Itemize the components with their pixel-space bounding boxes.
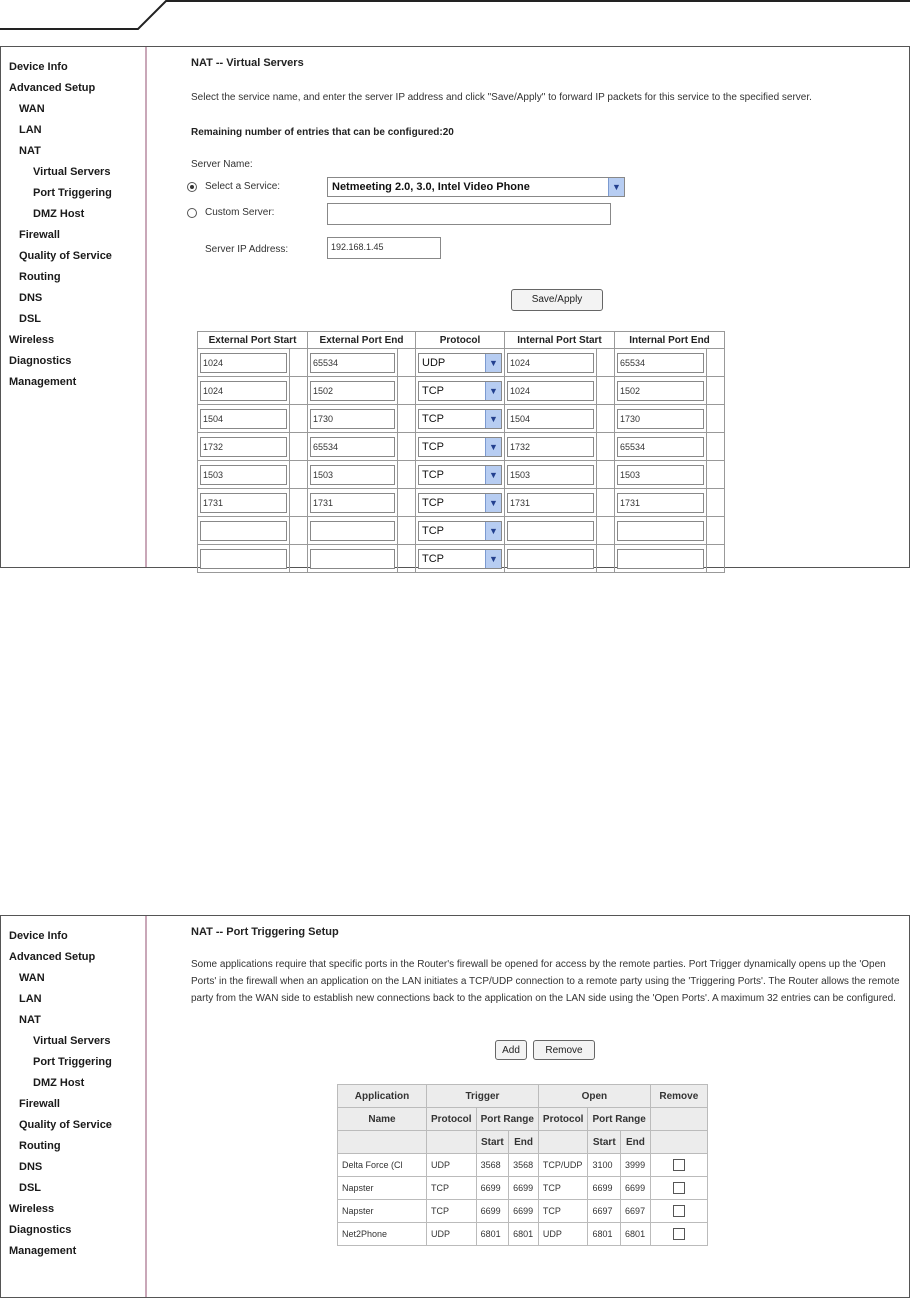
protocol-select[interactable] bbox=[418, 549, 502, 569]
port-cell bbox=[505, 489, 597, 517]
table-header-row bbox=[338, 1085, 708, 1108]
port-input[interactable]: 1503 bbox=[310, 465, 395, 485]
port-cell bbox=[198, 433, 290, 461]
protocol-value: TCP bbox=[422, 384, 444, 397]
chevron-down-icon[interactable]: ▼ bbox=[608, 178, 624, 196]
service-select[interactable] bbox=[327, 177, 625, 197]
protocol-select[interactable] bbox=[418, 381, 502, 401]
table-row bbox=[198, 405, 725, 433]
table-header-row bbox=[338, 1108, 708, 1131]
spacer-cell bbox=[290, 433, 308, 461]
page-title: NAT -- Port Triggering Setup bbox=[191, 926, 339, 938]
col-trigger-end: End bbox=[509, 1131, 539, 1154]
port-cell bbox=[505, 349, 597, 377]
port-input[interactable]: 1731 bbox=[507, 493, 594, 513]
table-row bbox=[338, 1223, 708, 1246]
protocol-cell bbox=[416, 433, 505, 461]
port-cell bbox=[615, 545, 707, 573]
server-ip-input[interactable]: 192.168.1.45 bbox=[327, 237, 441, 259]
sidebar-item-diagnostics[interactable]: Diagnostics bbox=[9, 1224, 72, 1236]
protocol-select[interactable] bbox=[418, 353, 502, 373]
port-cell bbox=[308, 433, 398, 461]
sidebar-item-advanced-setup[interactable]: Advanced Setup bbox=[9, 951, 96, 963]
custom-server-input[interactable] bbox=[327, 203, 611, 225]
spacer-cell bbox=[290, 517, 308, 545]
table-cell: 6697 bbox=[621, 1200, 651, 1223]
sidebar-item-device-info[interactable]: Device Info bbox=[9, 61, 68, 73]
port-cell bbox=[198, 461, 290, 489]
table-cell: TCP bbox=[427, 1200, 477, 1223]
port-input[interactable]: 1502 bbox=[617, 381, 704, 401]
protocol-value: UDP bbox=[422, 356, 446, 369]
table-row bbox=[198, 489, 725, 517]
port-input[interactable]: 1502 bbox=[310, 381, 395, 401]
sidebar-item-dmz-host[interactable]: DMZ Host bbox=[33, 1077, 85, 1089]
protocol-select[interactable] bbox=[418, 521, 502, 541]
port-input[interactable]: 1731 bbox=[310, 493, 395, 513]
sidebar-item-device-info[interactable]: Device Info bbox=[9, 930, 68, 942]
table-cell: Napster bbox=[338, 1177, 427, 1200]
port-input[interactable]: 65534 bbox=[310, 353, 395, 373]
chevron-down-icon[interactable]: ▼ bbox=[485, 550, 501, 568]
table-row bbox=[338, 1200, 708, 1223]
table-cell: 6699 bbox=[621, 1177, 651, 1200]
virtual-servers-table bbox=[197, 331, 725, 573]
port-input[interactable] bbox=[507, 549, 594, 569]
sidebar-item-quality-of-service[interactable]: Quality of Service bbox=[19, 250, 112, 262]
port-cell bbox=[505, 461, 597, 489]
table-cell: 6699 bbox=[509, 1177, 539, 1200]
sidebar-item-diagnostics[interactable]: Diagnostics bbox=[9, 355, 72, 367]
port-input[interactable]: 1503 bbox=[200, 465, 287, 485]
col-open-start: Start bbox=[588, 1131, 621, 1154]
spacer-cell bbox=[707, 517, 725, 545]
port-cell bbox=[505, 517, 597, 545]
table-cell: 3568 bbox=[509, 1154, 539, 1177]
table-cell: 6699 bbox=[476, 1200, 509, 1223]
sidebar-item-routing[interactable]: Routing bbox=[19, 271, 61, 283]
protocol-value: TCP bbox=[422, 412, 444, 425]
remove-checkbox[interactable] bbox=[673, 1228, 685, 1240]
table-cell: 6699 bbox=[588, 1177, 621, 1200]
col-application: Application bbox=[338, 1085, 427, 1108]
server-ip-label: Server IP Address: bbox=[205, 244, 289, 255]
port-input[interactable]: 65534 bbox=[617, 353, 704, 373]
spacer-cell bbox=[597, 377, 615, 405]
col-header: Protocol bbox=[416, 332, 505, 349]
table-cell: Delta Force (Cl bbox=[338, 1154, 427, 1177]
table-cell: 6699 bbox=[509, 1200, 539, 1223]
spacer-cell bbox=[707, 349, 725, 377]
spacer-cell bbox=[597, 461, 615, 489]
port-input[interactable]: 1024 bbox=[200, 381, 287, 401]
protocol-cell bbox=[416, 489, 505, 517]
port-input[interactable]: 1732 bbox=[200, 437, 287, 457]
col-header: Internal Port End bbox=[615, 332, 725, 349]
spacer-cell bbox=[597, 517, 615, 545]
spacer-cell bbox=[597, 545, 615, 573]
spacer-cell bbox=[597, 349, 615, 377]
sidebar-item-port-triggering[interactable]: Port Triggering bbox=[33, 187, 112, 199]
spacer-cell bbox=[707, 377, 725, 405]
port-cell bbox=[615, 433, 707, 461]
sidebar-item-management[interactable]: Management bbox=[9, 376, 77, 388]
port-triggering-screenshot bbox=[0, 915, 910, 1298]
spacer-cell bbox=[398, 433, 416, 461]
port-cell bbox=[308, 489, 398, 517]
sidebar-nav bbox=[1, 47, 147, 567]
table-cell: 3100 bbox=[588, 1154, 621, 1177]
spacer-cell bbox=[398, 461, 416, 489]
col-open-end: End bbox=[621, 1131, 651, 1154]
page-title: NAT -- Virtual Servers bbox=[191, 57, 304, 69]
col-name: Name bbox=[338, 1108, 427, 1131]
chevron-down-icon[interactable]: ▼ bbox=[485, 522, 501, 540]
port-cell bbox=[615, 405, 707, 433]
port-cell bbox=[505, 545, 597, 573]
table-cell: TCP bbox=[538, 1200, 588, 1223]
table-row bbox=[198, 545, 725, 573]
port-input[interactable] bbox=[617, 521, 704, 541]
col-empty bbox=[338, 1131, 427, 1154]
spacer-cell bbox=[398, 377, 416, 405]
port-input[interactable]: 1731 bbox=[200, 493, 287, 513]
sidebar-item-lan[interactable]: LAN bbox=[19, 124, 42, 136]
sidebar-item-wan[interactable]: WAN bbox=[19, 103, 45, 115]
protocol-value: TCP bbox=[422, 552, 444, 565]
sidebar-item-dns[interactable]: DNS bbox=[19, 1161, 43, 1173]
port-cell bbox=[308, 349, 398, 377]
col-trigger-port-range: Port Range bbox=[476, 1108, 538, 1131]
custom-server-radio[interactable] bbox=[187, 208, 197, 218]
port-input[interactable]: 1731 bbox=[617, 493, 704, 513]
port-cell bbox=[308, 545, 398, 573]
remove-cell bbox=[650, 1154, 707, 1177]
port-input[interactable]: 1024 bbox=[200, 353, 287, 373]
port-triggering-table bbox=[337, 1084, 708, 1246]
port-input[interactable]: 1732 bbox=[507, 437, 594, 457]
port-input[interactable]: 1504 bbox=[200, 409, 287, 429]
sidebar-item-firewall[interactable]: Firewall bbox=[19, 229, 60, 241]
spacer-cell bbox=[398, 545, 416, 573]
port-input[interactable] bbox=[200, 521, 287, 541]
col-empty bbox=[538, 1131, 588, 1154]
protocol-cell bbox=[416, 461, 505, 489]
sidebar-item-lan[interactable]: LAN bbox=[19, 993, 42, 1005]
table-cell: 6801 bbox=[588, 1223, 621, 1246]
save-apply-button[interactable]: Save/Apply bbox=[511, 289, 603, 311]
sidebar-item-wan[interactable]: WAN bbox=[19, 972, 45, 984]
port-input[interactable] bbox=[200, 549, 287, 569]
spacer-cell bbox=[597, 433, 615, 461]
spacer-cell bbox=[398, 489, 416, 517]
table-cell: 6697 bbox=[588, 1200, 621, 1223]
col-trigger-protocol: Protocol bbox=[427, 1108, 477, 1131]
port-input[interactable] bbox=[507, 521, 594, 541]
port-cell bbox=[198, 545, 290, 573]
spacer-cell bbox=[707, 433, 725, 461]
remove-checkbox[interactable] bbox=[673, 1205, 685, 1217]
table-cell: TCP bbox=[538, 1177, 588, 1200]
protocol-cell bbox=[416, 405, 505, 433]
col-open-protocol: Protocol bbox=[538, 1108, 588, 1131]
port-cell bbox=[505, 433, 597, 461]
spacer-cell bbox=[597, 405, 615, 433]
sidebar-item-nat[interactable]: NAT bbox=[19, 1014, 41, 1026]
port-cell bbox=[615, 377, 707, 405]
table-cell: UDP bbox=[427, 1154, 477, 1177]
chevron-down-icon[interactable]: ▼ bbox=[485, 438, 501, 456]
protocol-select[interactable] bbox=[418, 465, 502, 485]
spacer-cell bbox=[398, 349, 416, 377]
port-cell bbox=[615, 489, 707, 517]
sidebar-item-port-triggering[interactable]: Port Triggering bbox=[33, 1056, 112, 1068]
table-cell: 6801 bbox=[509, 1223, 539, 1246]
port-input[interactable]: 1730 bbox=[617, 409, 704, 429]
col-header: External Port Start bbox=[198, 332, 308, 349]
sidebar-item-firewall[interactable]: Firewall bbox=[19, 1098, 60, 1110]
table-cell: 6801 bbox=[476, 1223, 509, 1246]
spacer-cell bbox=[398, 405, 416, 433]
port-input[interactable]: 1024 bbox=[507, 353, 594, 373]
spacer-cell bbox=[597, 489, 615, 517]
select-service-radio[interactable] bbox=[187, 182, 197, 192]
spacer-cell bbox=[707, 545, 725, 573]
table-cell: 3999 bbox=[621, 1154, 651, 1177]
port-input[interactable]: 65534 bbox=[310, 437, 395, 457]
page-description: Select the service name, and enter the server IP address and click "Save/Apply" to forward IP packets for this service to the specified server. bbox=[191, 92, 812, 103]
protocol-cell bbox=[416, 517, 505, 545]
protocol-select[interactable] bbox=[418, 409, 502, 429]
port-cell bbox=[308, 377, 398, 405]
port-input[interactable]: 1503 bbox=[617, 465, 704, 485]
table-cell: UDP bbox=[427, 1223, 477, 1246]
page-header-rule bbox=[0, 0, 910, 40]
sidebar-item-quality-of-service[interactable]: Quality of Service bbox=[19, 1119, 112, 1131]
add-button[interactable]: Add bbox=[495, 1040, 527, 1060]
col-header: External Port End bbox=[308, 332, 416, 349]
protocol-select[interactable] bbox=[418, 437, 502, 457]
service-select-value: Netmeeting 2.0, 3.0, Intel Video Phone bbox=[332, 181, 530, 193]
port-cell bbox=[505, 405, 597, 433]
chevron-down-icon[interactable]: ▼ bbox=[485, 466, 501, 484]
sidebar-item-advanced-setup[interactable]: Advanced Setup bbox=[9, 82, 96, 94]
col-open-port-range: Port Range bbox=[588, 1108, 650, 1131]
select-service-label: Select a Service: bbox=[205, 181, 281, 192]
port-cell bbox=[615, 461, 707, 489]
sidebar-item-wireless[interactable]: Wireless bbox=[9, 1203, 55, 1215]
spacer-cell bbox=[290, 405, 308, 433]
sidebar-nav bbox=[1, 916, 147, 1297]
col-empty bbox=[427, 1131, 477, 1154]
remove-button[interactable]: Remove bbox=[533, 1040, 595, 1060]
protocol-value: TCP bbox=[422, 440, 444, 453]
col-trigger: Trigger bbox=[427, 1085, 539, 1108]
virtual-servers-screenshot bbox=[0, 46, 910, 568]
table-row bbox=[198, 377, 725, 405]
server-name-label: Server Name: bbox=[191, 159, 253, 170]
port-cell bbox=[198, 489, 290, 517]
sidebar-item-virtual-servers[interactable]: Virtual Servers bbox=[33, 1035, 111, 1047]
table-cell: 6801 bbox=[621, 1223, 651, 1246]
table-cell: Napster bbox=[338, 1200, 427, 1223]
port-input[interactable] bbox=[310, 521, 395, 541]
table-header-row bbox=[338, 1131, 708, 1154]
port-cell bbox=[198, 517, 290, 545]
spacer-cell bbox=[707, 489, 725, 517]
port-cell bbox=[198, 405, 290, 433]
port-input[interactable]: 1504 bbox=[507, 409, 594, 429]
port-cell bbox=[308, 461, 398, 489]
table-row bbox=[198, 517, 725, 545]
port-input[interactable] bbox=[617, 549, 704, 569]
table-row bbox=[198, 433, 725, 461]
sidebar-item-dns[interactable]: DNS bbox=[19, 292, 43, 304]
remove-cell bbox=[650, 1200, 707, 1223]
table-cell: TCP/UDP bbox=[538, 1154, 588, 1177]
sidebar-item-dmz-host[interactable]: DMZ Host bbox=[33, 208, 85, 220]
port-input[interactable]: 1503 bbox=[507, 465, 594, 485]
col-trigger-start: Start bbox=[476, 1131, 509, 1154]
spacer-cell bbox=[707, 461, 725, 489]
protocol-cell bbox=[416, 349, 505, 377]
protocol-cell bbox=[416, 545, 505, 573]
page-description: Some applications require that specific ports in the Router's firewall be opened for access by the remote parties. Port Trigger dynamically opens up the 'Open Ports' in the firewall when an application on the LAN initiates a TCP/UDP connection to a remote party using the 'Triggering Ports'. The Router allows the remote party from the WAN side to establish new connections back to the application on the LAN side using the 'Open Ports'. A maximum 32 entries can be configured. bbox=[191, 959, 900, 1004]
spacer-cell bbox=[290, 489, 308, 517]
table-cell: 3568 bbox=[476, 1154, 509, 1177]
port-cell bbox=[615, 349, 707, 377]
table-cell: 6699 bbox=[476, 1177, 509, 1200]
port-cell bbox=[308, 517, 398, 545]
port-cell bbox=[308, 405, 398, 433]
port-input[interactable]: 65534 bbox=[617, 437, 704, 457]
chevron-down-icon[interactable]: ▼ bbox=[485, 354, 501, 372]
table-row bbox=[338, 1154, 708, 1177]
spacer-cell bbox=[398, 517, 416, 545]
protocol-value: TCP bbox=[422, 524, 444, 537]
sidebar-item-dsl[interactable]: DSL bbox=[19, 313, 41, 325]
protocol-cell bbox=[416, 377, 505, 405]
custom-server-label: Custom Server: bbox=[205, 207, 275, 218]
sidebar-item-wireless[interactable]: Wireless bbox=[9, 334, 55, 346]
col-empty bbox=[650, 1131, 707, 1154]
remove-cell bbox=[650, 1177, 707, 1200]
virtual-servers-content bbox=[149, 47, 909, 567]
spacer-cell bbox=[290, 461, 308, 489]
port-cell bbox=[505, 377, 597, 405]
remove-checkbox[interactable] bbox=[673, 1159, 685, 1171]
remaining-entries-text: Remaining number of entries that can be configured:20 bbox=[191, 127, 454, 138]
port-cell bbox=[615, 517, 707, 545]
sidebar-item-nat[interactable]: NAT bbox=[19, 145, 41, 157]
port-input[interactable]: 1024 bbox=[507, 381, 594, 401]
remove-checkbox[interactable] bbox=[673, 1182, 685, 1194]
table-row bbox=[198, 461, 725, 489]
table-cell: TCP bbox=[427, 1177, 477, 1200]
spacer-cell bbox=[707, 405, 725, 433]
col-header: Internal Port Start bbox=[505, 332, 615, 349]
spacer-cell bbox=[290, 349, 308, 377]
sidebar-item-dsl[interactable]: DSL bbox=[19, 1182, 41, 1194]
port-input[interactable]: 1730 bbox=[310, 409, 395, 429]
col-open: Open bbox=[538, 1085, 650, 1108]
protocol-value: TCP bbox=[422, 468, 444, 481]
table-row bbox=[198, 349, 725, 377]
chevron-down-icon[interactable]: ▼ bbox=[485, 410, 501, 428]
protocol-select[interactable] bbox=[418, 493, 502, 513]
port-cell bbox=[198, 377, 290, 405]
spacer-cell bbox=[290, 377, 308, 405]
table-cell: Net2Phone bbox=[338, 1223, 427, 1246]
table-cell: UDP bbox=[538, 1223, 588, 1246]
sidebar-item-management[interactable]: Management bbox=[9, 1245, 77, 1257]
sidebar-item-routing[interactable]: Routing bbox=[19, 1140, 61, 1152]
remove-cell bbox=[650, 1223, 707, 1246]
chevron-down-icon[interactable]: ▼ bbox=[485, 382, 501, 400]
port-triggering-content bbox=[149, 916, 909, 1297]
chevron-down-icon[interactable]: ▼ bbox=[485, 494, 501, 512]
col-remove: Remove bbox=[650, 1085, 707, 1108]
protocol-value: TCP bbox=[422, 496, 444, 509]
sidebar-item-virtual-servers[interactable]: Virtual Servers bbox=[33, 166, 111, 178]
spacer-cell bbox=[290, 545, 308, 573]
table-row bbox=[338, 1177, 708, 1200]
col-empty bbox=[650, 1108, 707, 1131]
port-input[interactable] bbox=[310, 549, 395, 569]
port-cell bbox=[198, 349, 290, 377]
